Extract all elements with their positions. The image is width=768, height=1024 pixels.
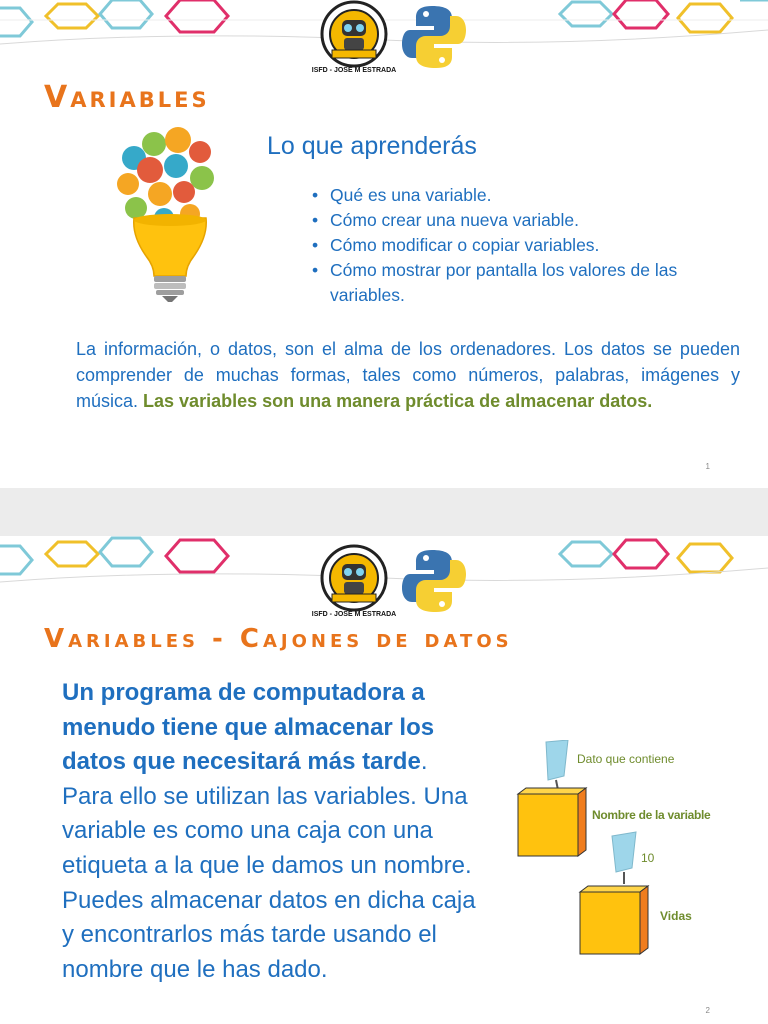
robot-badge (312, 544, 396, 620)
svg-text:ISFD - JOSÉ M ESTRADA: ISFD - JOSÉ M ESTRADA (312, 611, 396, 618)
list-item: • Cómo modificar o copiar variables. (312, 233, 742, 258)
label-value: 10 (641, 851, 655, 865)
python-logo (402, 548, 466, 614)
list-item: • Qué es una variable. (312, 183, 742, 208)
body-bold: Un programa de computadora a menudo tiene que almacenar los datos que necesitará más tarde (62, 679, 435, 776)
body-rest: . Para ello se utilizan las variables. Una variable es como una caja con una etiqueta a la que le damos un nombre. Puedes almacenar datos en dicha caja y encontrarlos más tarde usando el nombre que le has dado. (62, 748, 476, 983)
variable-box-diagram (506, 740, 736, 956)
python-logo (402, 4, 466, 70)
label-var-name-example: Vidas (660, 909, 692, 923)
paragraph-text: La información, o datos, son el alma de los ordenadores. Los datos se pueden comprender de muchas formas, tales como números, palabras, imágenes y música. (76, 339, 740, 411)
page-number: 2 (705, 1006, 710, 1015)
label-variable-name: Nombre de la variable (592, 808, 711, 822)
slide-title: Variables - Cajones de datos (44, 624, 513, 654)
slide-subtitle: Lo que aprenderás (267, 132, 477, 160)
list-item: • Cómo mostrar por pantalla los valores de las variables. (312, 258, 742, 308)
label-data-contained: Dato que contiene (577, 752, 675, 766)
lightbulb-icon (106, 126, 230, 302)
learning-list (312, 183, 742, 308)
list-item: • Cómo crear una nueva variable. (312, 208, 742, 233)
slide-1 (0, 0, 768, 488)
paragraph-highlight: Las variables son una manera práctica de almacenar datos. (143, 391, 653, 411)
robot-badge (312, 0, 396, 76)
slide-title: Variables (44, 80, 210, 115)
page-number: 1 (705, 462, 710, 471)
intro-paragraph (76, 336, 740, 414)
body-text (62, 676, 482, 987)
svg-text:ISFD - JOSÉ M ESTRADA: ISFD - JOSÉ M ESTRADA (312, 67, 396, 74)
